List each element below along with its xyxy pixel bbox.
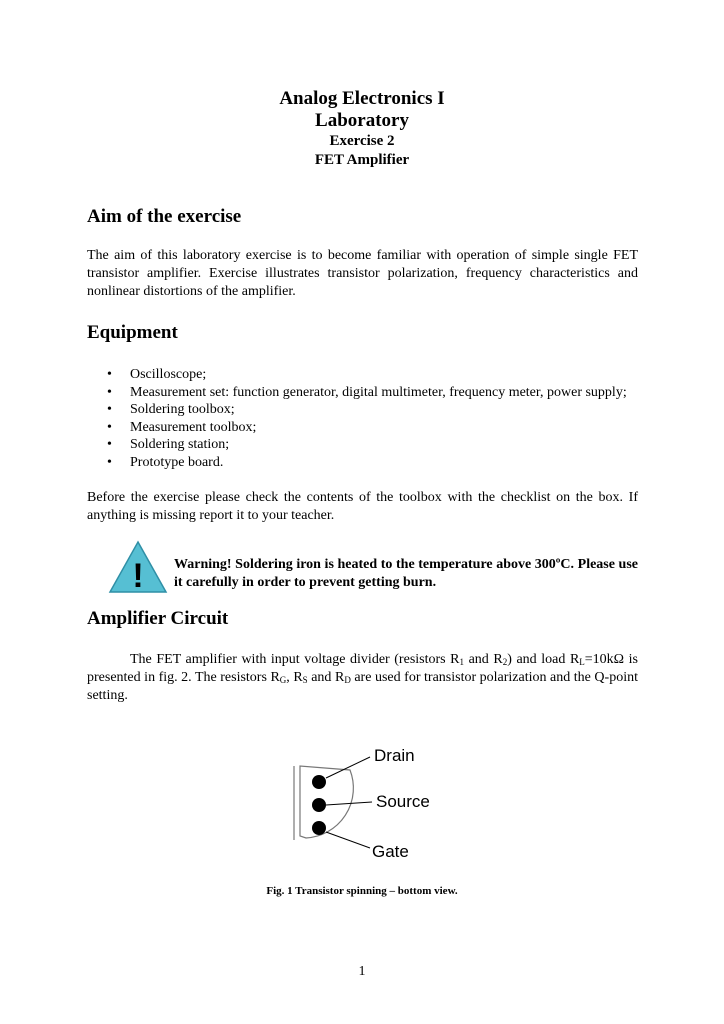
list-item	[87, 401, 638, 419]
bullet-icon: •	[107, 402, 112, 417]
aim-paragraph: The aim of this laboratory exercise is to become familiar with operation of simple single FET transistor amplifier. Exercise illustrates transistor polarization, frequency characteristics and nonlinear distortions of the amplifier.	[87, 248, 638, 299]
list-item	[87, 366, 638, 384]
bullet-icon: •	[107, 437, 112, 452]
list-item-text: Measurement set: function generator, digital multimeter, frequency meter, power supply;	[130, 384, 627, 400]
list-item-text: Soldering station;	[130, 437, 230, 452]
list-item	[87, 454, 638, 472]
amplifier-paragraph: The FET amplifier with input voltage divider (resistors $R_1$ and $R_2$) and load $R_L=10k\Omega$ is presented in fig. 2. The resistors $R_G$, $R_S$ and $R_D$ are used for transistor polarization and the Q-point setting.	[87, 652, 638, 703]
list-item	[87, 384, 638, 402]
doc-subtitle-exercise: Exercise 2	[329, 133, 395, 149]
source-label: Source	[376, 792, 430, 811]
list-item	[87, 419, 638, 437]
aim-heading: Aim of the exercise	[87, 206, 242, 227]
warning-triangle-icon	[108, 540, 168, 594]
source-leader	[326, 802, 372, 805]
transistor-body-outline	[300, 766, 353, 838]
list-item-text: Prototype board.	[130, 454, 224, 470]
list-item-text: Soldering toolbox;	[130, 402, 235, 417]
bullet-icon: •	[107, 419, 112, 435]
drain-pin	[312, 775, 326, 789]
drain-label: Drain	[374, 746, 415, 765]
equipment-heading: Equipment	[87, 322, 178, 343]
doc-title-line1: Analog Electronics I	[279, 88, 445, 109]
transistor-pinout-figure	[290, 740, 450, 870]
drain-leader	[326, 757, 370, 778]
source-pin	[312, 798, 326, 812]
list-item-text: Measurement toolbox;	[130, 419, 257, 435]
warning-exclamation: !	[132, 557, 144, 594]
bullet-icon: •	[107, 384, 112, 400]
gate-pin	[312, 821, 326, 835]
list-item-text: Oscilloscope;	[130, 367, 207, 382]
amplifier-heading: Amplifier Circuit	[87, 608, 229, 629]
toolbox-check-paragraph: Before the exercise please check the contents of the toolbox with the checklist on the box. If anything is missing report it to your teacher.	[87, 490, 638, 523]
warning-text: Warning! Soldering iron is heated to the temperature above 300ºC. Please use it carefully in order to prevent getting burn.	[174, 557, 638, 590]
gate-label: Gate	[372, 842, 409, 861]
bullet-icon: •	[107, 454, 112, 470]
doc-title-line2: Laboratory	[315, 110, 409, 131]
figure-caption: Fig. 1 Transistor spinning – bottom view.	[266, 885, 458, 897]
doc-subtitle-topic: FET Amplifier	[314, 152, 410, 168]
bullet-icon: •	[107, 367, 112, 382]
list-item	[87, 436, 638, 454]
gate-leader	[326, 832, 370, 848]
equipment-list	[87, 366, 638, 471]
page-number: 1	[358, 964, 366, 979]
